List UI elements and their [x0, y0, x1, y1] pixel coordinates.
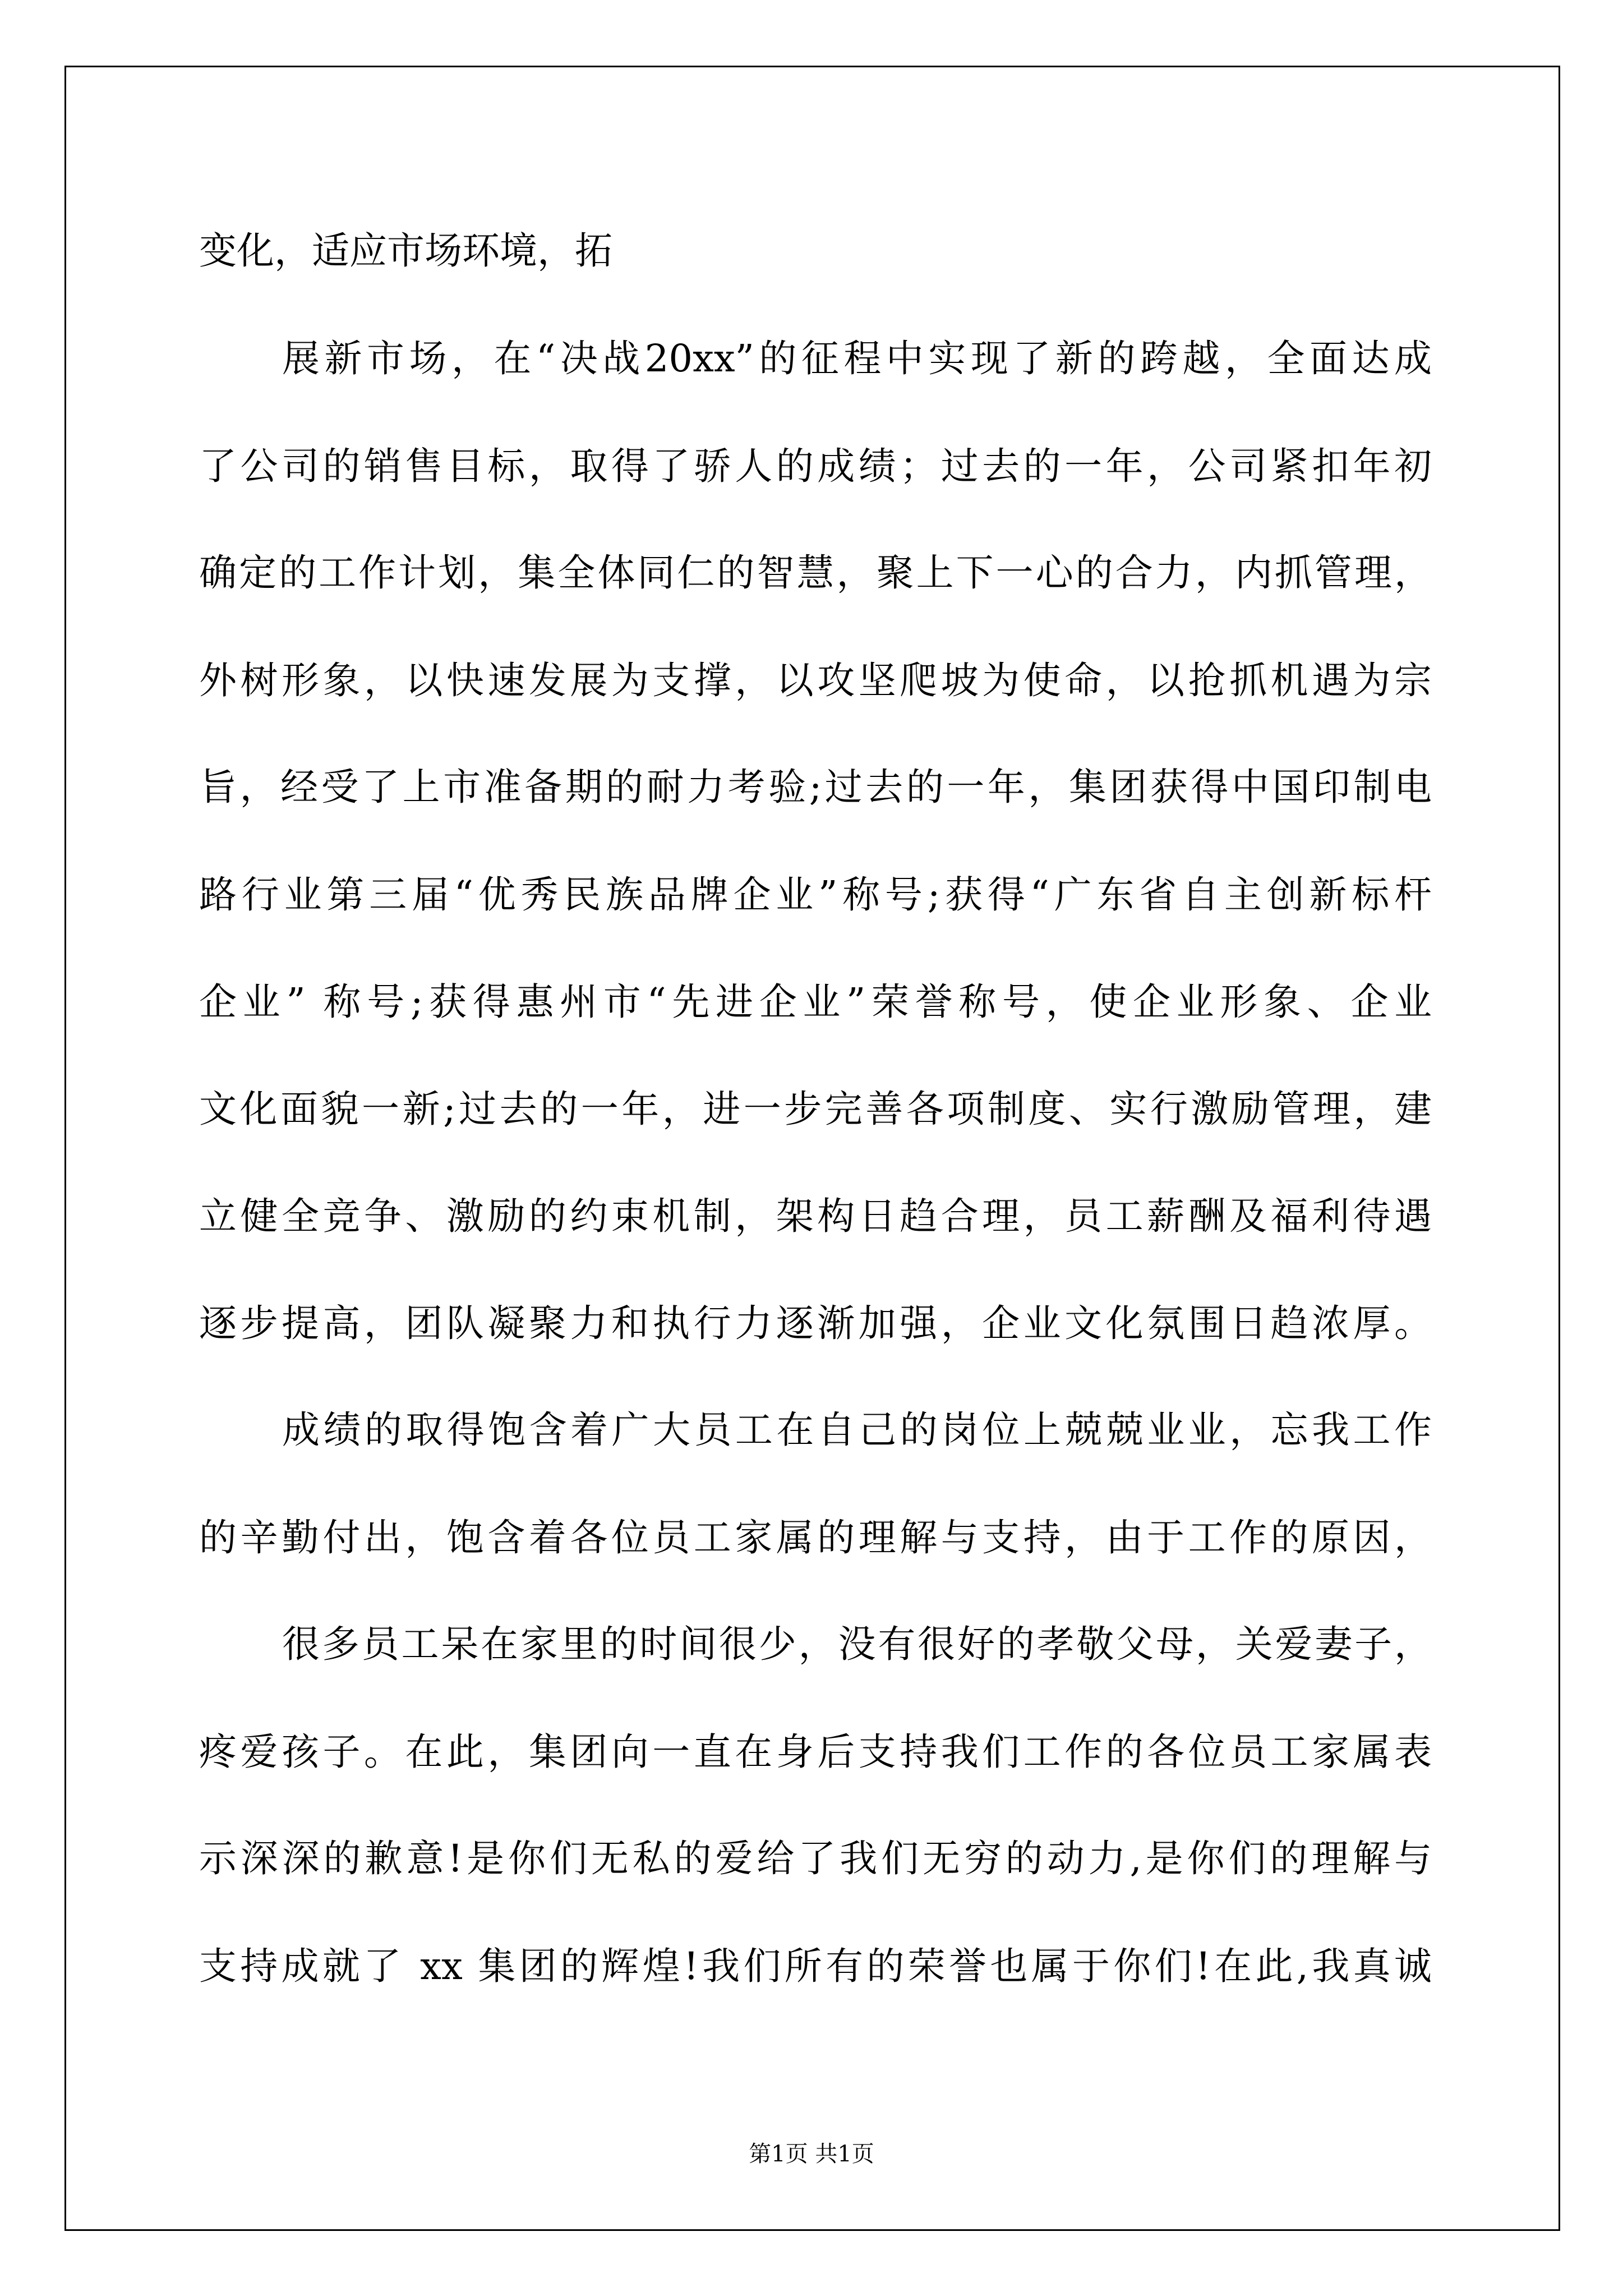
text-line: 立健全竞争、激励的约束机制，架构日趋合理，员工薪酬及福利待遇 — [199, 1194, 1432, 1238]
text-line: 的辛勤付出，饱含着各位员工家属的理解与支持，由于工作的原因， — [199, 1516, 1432, 1559]
text-line: 确定的工作计划，集全体同仁的智慧，聚上下一心的合力，内抓管理， — [199, 551, 1432, 595]
page-border — [64, 66, 1560, 2231]
text-line: 支持成就了 xx 集团的辉煌!我们所有的荣誉也属于你们!在此,我真诚 — [199, 1944, 1432, 1988]
paragraph-start-line: 成绩的取得饱含着广大员工在自己的岗位上兢兢业业，忘我工作 — [282, 1408, 1432, 1452]
text-line: 逐步提高，团队凝聚力和执行力逐渐加强，企业文化氛围日趋浓厚。 — [199, 1301, 1432, 1345]
text-line: 变化，适应市场环境，拓 — [199, 229, 612, 273]
paragraph-start-line: 很多员工呆在家里的时间很少，没有很好的孝敬父母，关爱妻子， — [282, 1622, 1432, 1666]
text-line: 示深深的歉意!是你们无私的爱给了我们无穷的动力,是你们的理解与 — [199, 1837, 1432, 1880]
text-line: 旨，经受了上市准备期的耐力考验;过去的一年，集团获得中国印制电 — [199, 765, 1432, 809]
text-line: 疼爱孩子。在此，集团向一直在身后支持我们工作的各位员工家属表 — [199, 1730, 1432, 1774]
text-line: 路行业第三届“优秀民族品牌企业”称号;获得“广东省自主创新标杆 — [199, 873, 1432, 917]
text-line: 了公司的销售目标，取得了骄人的成绩；过去的一年，公司紧扣年初 — [199, 444, 1432, 488]
text-line: 外树形象，以快速发展为支撑，以攻坚爬坡为使命，以抢抓机遇为宗 — [199, 659, 1432, 702]
text-line: 企业” 称号;获得惠州市“先进企业”荣誉称号，使企业形象、企业 — [199, 980, 1432, 1024]
text-line: 文化面貌一新;过去的一年，进一步完善各项制度、实行激励管理，建 — [199, 1087, 1432, 1131]
paragraph-start-line: 展新市场，在“决战20xx”的征程中实现了新的跨越，全面达成 — [282, 337, 1432, 380]
page-number-footer: 第1页 共1页 — [749, 2141, 874, 2167]
